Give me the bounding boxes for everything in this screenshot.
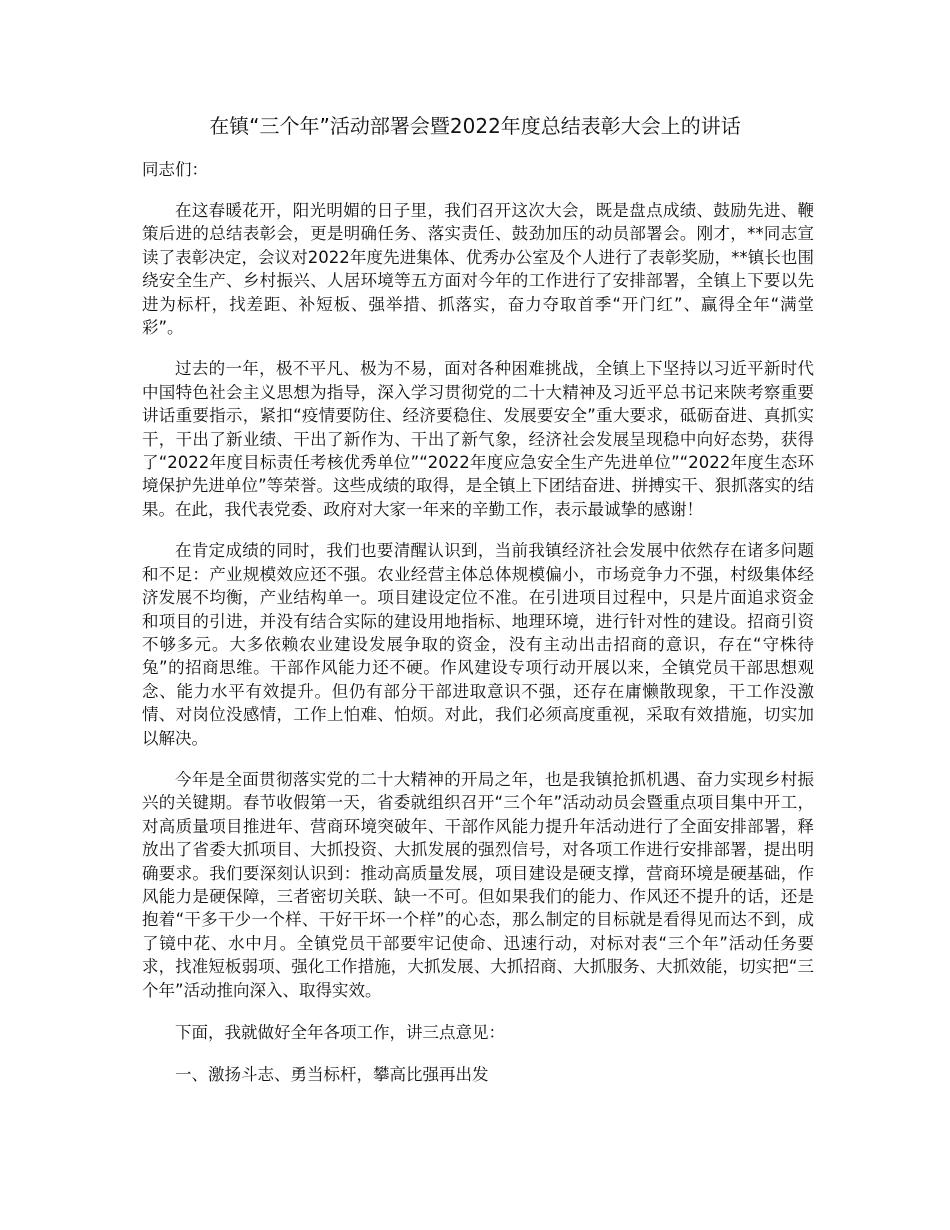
paragraph-achievements: 过去的一年，极不平凡、极为不易，面对各种困难挑战，全镇上下坚持以习近平新时代中国特色社会主义思想为指导，深入学习贯彻党的二十大精神及习近平总书记来陕考察重要讲话重要指示，紧扣“疫情要防住、经济要稳住、发展要安全”重大要求，砥砺奋进、真抓实干，干出了新业绩、干出了新作为、干出了新气象，经济社会发展呈现稳中向好态势，获得了“2022年度目标责任考核优秀单位”“2022年度应急安全生产先进单位”“2022年度生态环境保护先进单位”等荣誉。这些成绩的取得，是全镇上下团结奋进、拼搏实干、狠抓落实的结果。在此，我代表党委、政府对大家一年来的辛勤工作，表示最诚挚的感谢！ (142, 359, 814, 519)
paragraph-transition: 下面，我就做好全年各项工作，讲三点意见： (175, 1023, 505, 1042)
paragraph-opening: 在这春暖花开，阳光明媚的日子里，我们召开这次大会，既是盘点成绩、鼓励先进、鞭策后进的总结表彰会，更是明确任务、落实责任、鼓劲加压的动员部署会。刚才，**同志宣读了表彰决定，会议对2022年度先进集体、优秀办公室及个人进行了表彰奖励，**镇长也围绕安全生产、乡村振兴、人居环境等五方面对今年的工作进行了安排部署，全镇上下要以先进为标杆，找差距、补短板、强举措、抓落实，奋力夺取首季“开门红”、赢得全年“满堂彩”。 (142, 201, 814, 338)
paragraph-this-year: 今年是全面贯彻落实党的二十大精神的开局之年，也是我镇抢抓机遇、奋力实现乡村振兴的关键期。春节收假第一天，省委就组织召开“三个年”活动动员会暨重点项目集中开工，对高质量项目推进年、营商环境突破年、干部作风能力提升年活动进行了全面安排部署，释放出了省委大抓项目、大抓投资、大抓发展的强烈信号，对各项工作进行安排部署，提出明确要求。我们要深刻认识到：推动高质量发展，项目建设是硬支撑，营商环境是硬基础，作风能力是硬保障，三者密切关联、缺一不可。但如果我们的能力、作风还不提升的话，还是抱着“干多干少一个样、干好干坏一个样”的心态，那么制定的目标就是看得见而达不到，成了镜中花、水中月。全镇党员干部要牢记使命、迅速行动，对标对表“三个年”活动任务要求，找准短板弱项、强化工作措施，大抓发展、大抓招商、大抓服务、大抓效能，切实把“三个年”活动推向深入、取得实效。 (142, 769, 814, 1000)
document-title: 在镇“三个年”活动部署会暨2022年度总结表彰大会上的讲话 (209, 114, 741, 138)
paragraph-problems: 在肯定成绩的同时，我们也要清醒认识到，当前我镇经济社会发展中依然存在诸多问题和不足：产业规模效应还不强。农业经营主体总体规模偏小，市场竞争力不强，村级集体经济发展不均衡，产业结构单一。项目建设定位不准。在引进项目过程中，只是片面追求资金和项目的引进，并没有结合实际的建设用地指标、地理环境，进行针对性的建设。招商引资不够多元。大多依赖农业建设发展争取的资金，没有主动出击招商的意识，存在“守株待兔”的招商思维。干部作风能力还不硬。作风建设专项行动开展以来，全镇党员干部思想观念、能力水平有效提升。但仍有部分干部进取意识不强，还存在庸懒散现象，干工作没激情、对岗位没感情，工作上怕难、怕烦。对此，我们必须高度重视，采取有效措施，切实加以解决。 (142, 541, 814, 748)
section-heading-one: 一、激扬斗志、勇当标杆，攀高比强再出发 (175, 1065, 489, 1085)
salutation: 同志们： (142, 160, 208, 179)
document-body (142, 158, 814, 1087)
